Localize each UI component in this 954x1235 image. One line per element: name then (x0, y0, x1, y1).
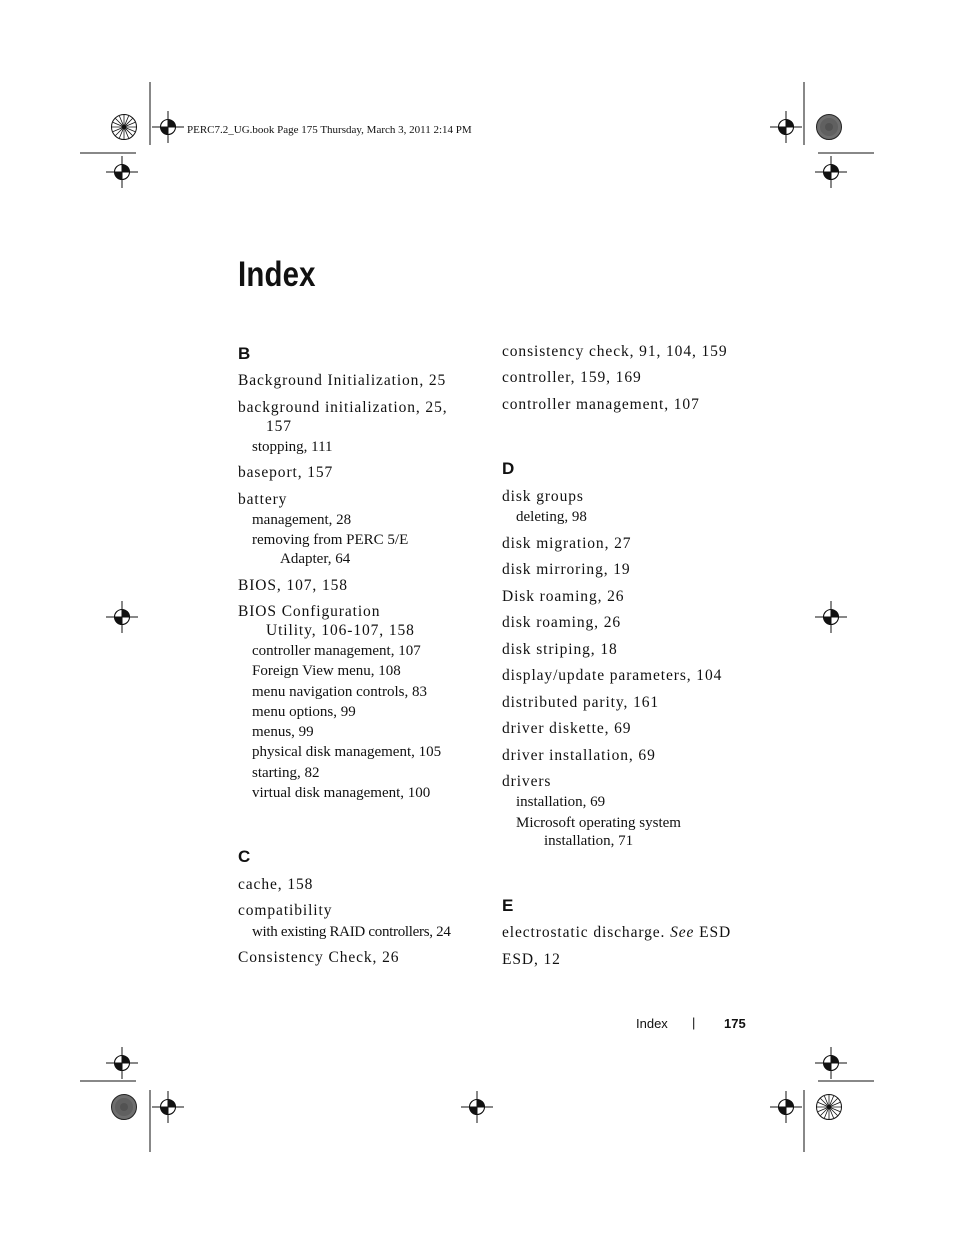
section-letter-e: E (502, 896, 514, 915)
index-entry: display/update parameters, 104 (502, 667, 723, 684)
index-subentry: deleting, 98 (516, 509, 587, 525)
index-entry: Disk roaming, 26 (502, 588, 625, 605)
index-subentry: menu navigation controls, 83 (252, 684, 427, 700)
page-number: 175 (724, 1016, 746, 1031)
index-entry: controller management, 107 (502, 396, 700, 413)
entry-text: electrostatic discharge. (502, 924, 671, 941)
index-entry: consistency check, 91, 104, 159 (502, 343, 728, 360)
index-entry: driver diskette, 69 (502, 720, 632, 737)
index-entry: baseport, 157 (238, 464, 334, 481)
index-entry: background initialization, 25, (238, 399, 448, 416)
index-entry: disk striping, 18 (502, 641, 618, 658)
index-subentry: menus, 99 (252, 724, 314, 740)
index-entry: driver installation, 69 (502, 747, 656, 764)
index-entry: disk migration, 27 (502, 535, 632, 552)
footer-separator: | (692, 1015, 696, 1030)
index-entry: BIOS, 107, 158 (238, 577, 348, 594)
entry-target: ESD (694, 924, 732, 941)
index-entry: controller, 159, 169 (502, 369, 642, 386)
index-entry: disk groups (502, 488, 584, 505)
index-subentry: Microsoft operating system (516, 815, 681, 831)
section-letter-b: B (238, 344, 251, 363)
index-entry: Background Initialization, 25 (238, 372, 447, 389)
index-subentry: installation, 69 (516, 794, 606, 810)
section-letter-c: C (238, 847, 251, 866)
running-header: PERC7.2_UG.book Page 175 Thursday, March 3, 2011 2:14 PM (187, 124, 472, 136)
index-entry-continued: Utility, 106-107, 158 (266, 622, 415, 639)
index-subentry: physical disk management, 105 (252, 744, 442, 760)
index-entry: disk roaming, 26 (502, 614, 622, 631)
index-subentry: management, 28 (252, 512, 352, 528)
index-subentry: removing from PERC 5/E (252, 532, 409, 548)
index-entry-continued: 157 (266, 418, 292, 435)
index-subentry-continued: installation, 71 (544, 833, 634, 849)
page-title: Index (238, 255, 316, 294)
see-reference: See (670, 924, 695, 941)
index-subentry: starting, 82 (252, 765, 320, 781)
index-subentry: controller management, 107 (252, 643, 421, 659)
section-letter-d: D (502, 459, 515, 478)
index-entry: BIOS Configuration (238, 603, 381, 620)
index-entry: ESD, 12 (502, 951, 561, 968)
index-entry: cache, 158 (238, 876, 314, 893)
index-subentry: stopping, 111 (252, 439, 333, 455)
index-entry: Consistency Check, 26 (238, 949, 400, 966)
index-entry: drivers (502, 773, 552, 790)
index-entry: battery (238, 491, 288, 508)
index-entry-esd-crossref (502, 924, 731, 942)
index-entry: distributed parity, 161 (502, 694, 660, 711)
index-subentry-continued: Adapter, 64 (280, 551, 351, 567)
index-subentry: menu options, 99 (252, 704, 356, 720)
index-entry: compatibility (238, 902, 333, 919)
index-subentry: virtual disk management, 100 (252, 785, 431, 801)
index-subentry: Foreign View menu, 108 (252, 663, 401, 679)
index-subentry: with existing RAID controllers, 24 (252, 924, 451, 940)
footer-label: Index (636, 1016, 668, 1031)
index-entry: disk mirroring, 19 (502, 561, 631, 578)
